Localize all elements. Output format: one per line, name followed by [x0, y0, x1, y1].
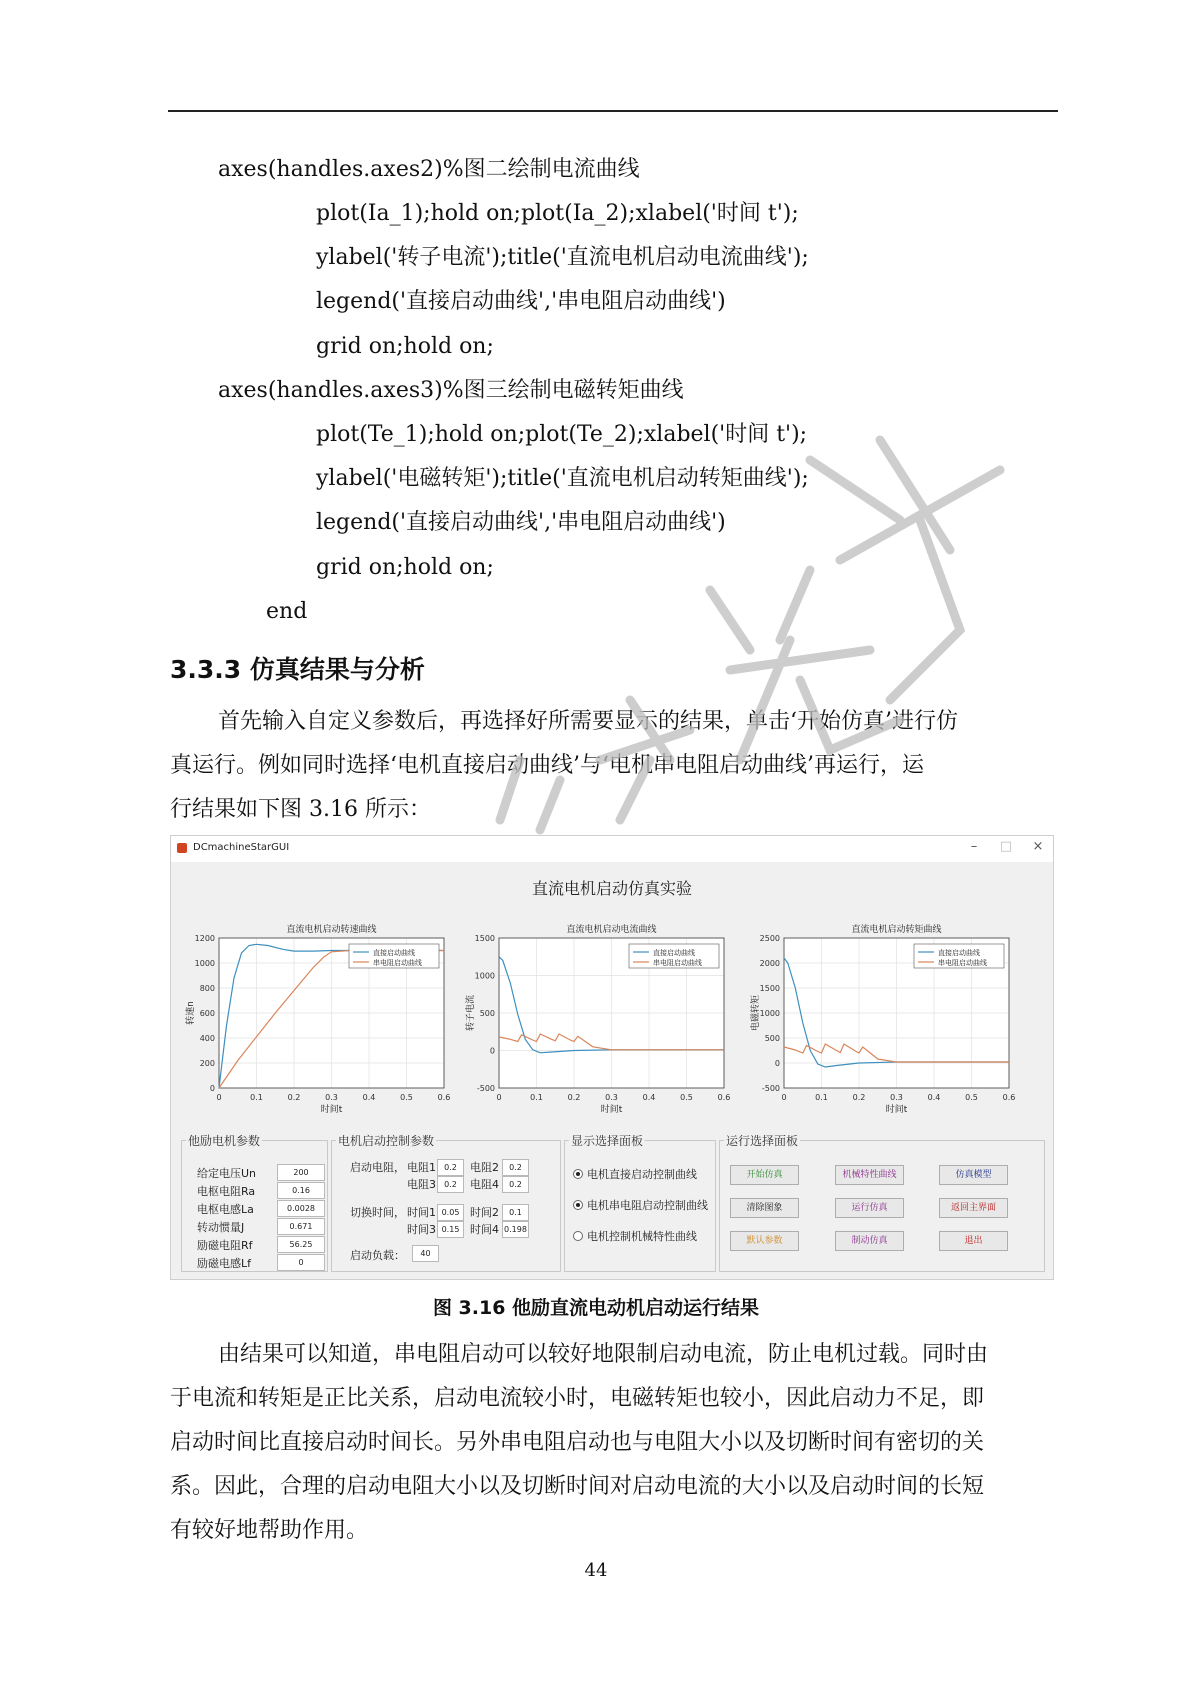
y-tick-label: 1000 [759, 1009, 780, 1018]
panel-title: 显示选择面板 [571, 1134, 644, 1148]
direct-curve-radio[interactable] [573, 1169, 583, 1179]
code-line: plot(Te_1);hold on;plot(Te_2);xlabel('时间 t'); [316, 422, 808, 447]
brake-sim-button[interactable]: 制动仿真 [835, 1231, 904, 1251]
mech-curve-radio[interactable] [573, 1231, 583, 1241]
x-tick-label: 0.2 [567, 1093, 581, 1102]
x-tick-label: 0.1 [250, 1093, 263, 1102]
paragraph-intro [170, 700, 1055, 832]
direct-curve-label: 电机直接启动控制曲线 [587, 1168, 697, 1181]
x-tick-label: 0.2 [287, 1093, 301, 1102]
mech-curve-label: 电机控制机械特性曲线 [587, 1230, 697, 1243]
x-tick-label: 0 [781, 1093, 787, 1102]
x-tick-label: 0.5 [965, 1093, 978, 1102]
x-tick-label: 0.3 [325, 1093, 338, 1102]
matlab-logo-icon [177, 843, 187, 853]
current-chart [461, 916, 741, 1116]
x-tick-label: 0.6 [437, 1093, 451, 1102]
start-sim-button[interactable]: 开始仿真 [730, 1165, 799, 1185]
start-load-label: 启动负载： [350, 1249, 405, 1262]
page-number: 44 [584, 1560, 608, 1581]
ra-input[interactable]: 0.16 [277, 1182, 325, 1199]
code-line: ylabel('转子电流');title('直流电机启动电流曲线'); [316, 245, 809, 270]
y-axis-label: 电磁转矩 [751, 994, 761, 1032]
x-tick-label: 0.3 [605, 1093, 618, 1102]
r4-label: 电阻4 [470, 1178, 499, 1191]
x-tick-label: 0.4 [642, 1093, 656, 1102]
y-tick-label: 2000 [759, 959, 780, 968]
r1-input[interactable]: 0.2 [437, 1159, 464, 1176]
param-label: 电枢电阻Ra [197, 1185, 256, 1198]
legend-label: 串电阻启动曲线 [938, 959, 987, 967]
code-line: axes(handles.axes2)%图二绘制电流曲线 [218, 157, 640, 182]
legend-label: 直接启动曲线 [938, 949, 980, 957]
exit-button[interactable]: 退出 [939, 1231, 1008, 1251]
figure-caption: 图 3.16 他励直流电动机启动运行结果 [432, 1297, 760, 1319]
lf-input[interactable]: 0 [277, 1254, 325, 1271]
t4-input[interactable]: 0.198 [502, 1221, 529, 1238]
paragraph-line: 由结果可以知道，串电阻启动可以较好地限制启动电流，防止电机过载。同时由 [218, 1342, 989, 1367]
y-tick-label: 200 [199, 1059, 215, 1068]
y-tick-label: -500 [476, 1084, 495, 1093]
x-axis-label: 时间t [600, 1105, 623, 1115]
header-rule [168, 110, 1058, 112]
rf-input[interactable]: 56.25 [277, 1236, 325, 1253]
y-tick-label: 1000 [474, 971, 495, 981]
y-tick-label: 1000 [194, 959, 215, 968]
display-panel [564, 1134, 716, 1272]
chart-title: 直流电机启动转矩曲线 [851, 925, 942, 935]
return-main-button[interactable]: 返回主界面 [939, 1198, 1008, 1218]
x-axis-label: 时间t [320, 1105, 343, 1115]
mech-curve-button[interactable]: 机械特性曲线 [835, 1165, 904, 1185]
y-tick-label: 1200 [194, 934, 215, 943]
paragraph-line: 行结果如下图 3.16 所示： [170, 797, 431, 822]
r3-input[interactable]: 0.2 [437, 1176, 464, 1193]
switch-time-label: 切换时间， [350, 1206, 405, 1219]
un-input[interactable]: 200 [277, 1164, 325, 1181]
gui-window [170, 835, 1054, 1280]
x-tick-label: 0.4 [927, 1093, 941, 1102]
x-tick-label: 0.6 [717, 1093, 731, 1102]
x-tick-label: 0.6 [1002, 1093, 1016, 1102]
y-tick-label: 1500 [759, 984, 780, 993]
t3-input[interactable]: 0.15 [437, 1221, 464, 1238]
start-resistance-label: 启动电阻， [350, 1161, 405, 1174]
motor-params-panel [181, 1134, 328, 1272]
panel-title: 运行选择面板 [726, 1134, 799, 1148]
r2-label: 电阻2 [470, 1161, 499, 1174]
paragraph-line: 启动时间比直接启动时间长。另外串电阻启动也与电阻大小以及切断时间有密切的关 [170, 1430, 985, 1455]
t3-label: 时间3 [407, 1223, 436, 1236]
param-label: 励磁电阻Rf [197, 1239, 253, 1252]
legend-label: 直接启动曲线 [373, 949, 415, 957]
torque-chart [746, 916, 1026, 1116]
resistor-curve-radio[interactable] [573, 1200, 583, 1210]
app-title: 直流电机启动仿真实验 [531, 879, 692, 898]
paragraph-line: 首先输入自定义参数后，再选择好所需要显示的结果，单击‘开始仿真’进行仿 [218, 709, 958, 734]
paragraph-line: 于电流和转矩是正比关系，启动电流较小时，电磁转矩也较小，因此启动力不足，即 [170, 1386, 985, 1411]
load-input[interactable]: 40 [412, 1245, 439, 1262]
x-tick-label: 0 [216, 1093, 222, 1102]
run-sim-button[interactable]: 运行仿真 [835, 1198, 904, 1218]
j-input[interactable]: 0.671 [277, 1218, 325, 1235]
code-line: plot(Ia_1);hold on;plot(Ia_2);xlabel('时间 t'); [316, 201, 799, 226]
y-axis-label: 转子电流 [466, 994, 476, 1032]
y-tick-label: 600 [199, 1009, 215, 1018]
window-title: DCmachineStarGUI [193, 842, 290, 853]
y-tick-label: 800 [199, 984, 215, 993]
param-label: 励磁电感Lf [197, 1257, 252, 1270]
y-tick-label: 1500 [474, 934, 495, 943]
y-tick-label: 500 [479, 1009, 495, 1018]
r2-input[interactable]: 0.2 [502, 1159, 529, 1176]
x-tick-label: 0.3 [890, 1093, 903, 1102]
chart-title: 直流电机启动电流曲线 [566, 925, 657, 935]
y-axis-label: 转速n [186, 1001, 196, 1025]
paragraph-line: 真运行。例如同时选择‘电机直接启动曲线’与‘电机串电阻启动曲线’再运行，运 [170, 753, 924, 778]
chart-title: 直流电机启动转速曲线 [286, 925, 377, 935]
resistor-curve-label: 电机串电阻启动控制曲线 [587, 1199, 708, 1212]
title-bar [171, 836, 1053, 862]
minimize-button[interactable]: – [970, 839, 978, 854]
panel-title: 电机启动控制参数 [338, 1134, 435, 1148]
y-tick-label: 0 [209, 1084, 215, 1093]
y-tick-label: 0 [489, 1046, 495, 1056]
code-line: end [266, 599, 308, 624]
x-tick-label: 0.5 [680, 1093, 693, 1102]
y-tick-label: -500 [761, 1084, 780, 1093]
code-line: axes(handles.axes3)%图三绘制电磁转矩曲线 [218, 378, 684, 403]
legend-label: 直接启动曲线 [653, 949, 695, 957]
default-params-button[interactable]: 默认参数 [730, 1231, 799, 1251]
code-line: grid on;hold on; [316, 334, 494, 359]
r4-input[interactable]: 0.2 [502, 1176, 529, 1193]
x-tick-label: 0.1 [815, 1093, 828, 1102]
x-tick-label: 0.4 [362, 1093, 376, 1102]
y-tick-label: 2500 [759, 934, 780, 943]
la-input[interactable]: 0.0028 [277, 1200, 325, 1217]
maximize-button[interactable]: □ [999, 839, 1013, 854]
x-tick-label: 0.5 [400, 1093, 413, 1102]
t1-input[interactable]: 0.05 [437, 1204, 464, 1221]
x-tick-label: 0 [496, 1093, 502, 1102]
r1-label: 电阻1 [407, 1161, 436, 1174]
code-line: ylabel('电磁转矩');title('直流电机启动转矩曲线'); [316, 466, 809, 491]
legend-label: 串电阻启动曲线 [373, 959, 422, 967]
param-label: 转动惯量J [197, 1221, 245, 1234]
y-tick-label: 400 [199, 1034, 215, 1043]
code-line: grid on;hold on; [316, 555, 494, 580]
param-label: 给定电压Un [197, 1167, 257, 1180]
legend-label: 串电阻启动曲线 [653, 959, 702, 967]
x-axis-label: 时间t [885, 1105, 908, 1115]
code-line: legend('直接启动曲线','串电阻启动曲线') [316, 289, 726, 314]
run-panel [719, 1134, 1045, 1272]
y-tick-label: 500 [764, 1034, 780, 1043]
code-line: legend('直接启动曲线','串电阻启动曲线') [316, 510, 726, 535]
r3-label: 电阻3 [407, 1178, 436, 1191]
clear-plot-button[interactable]: 清除图象 [730, 1198, 799, 1218]
sim-model-button[interactable]: 仿真模型 [939, 1165, 1008, 1185]
param-label: 电枢电感La [197, 1203, 254, 1216]
section-heading: 3.3.3 仿真结果与分析 [170, 655, 425, 684]
t2-label: 时间2 [470, 1206, 499, 1219]
t1-label: 时间1 [407, 1206, 436, 1219]
control-params-panel [331, 1134, 561, 1272]
x-tick-label: 0.2 [852, 1093, 866, 1102]
x-tick-label: 0.1 [530, 1093, 543, 1102]
t4-label: 时间4 [470, 1223, 499, 1236]
speed-chart [181, 916, 461, 1116]
t2-input[interactable]: 0.1 [502, 1204, 529, 1221]
paragraph-analysis [170, 1333, 1055, 1553]
panel-title: 他励电机参数 [188, 1134, 261, 1148]
y-tick-label: 0 [774, 1059, 780, 1068]
close-button[interactable]: × [1032, 839, 1044, 854]
paragraph-line: 有较好地帮助作用。 [170, 1518, 369, 1543]
paragraph-line: 系。因此，合理的启动电阻大小以及切断时间对启动电流的大小以及启动时间的长短 [170, 1474, 985, 1499]
